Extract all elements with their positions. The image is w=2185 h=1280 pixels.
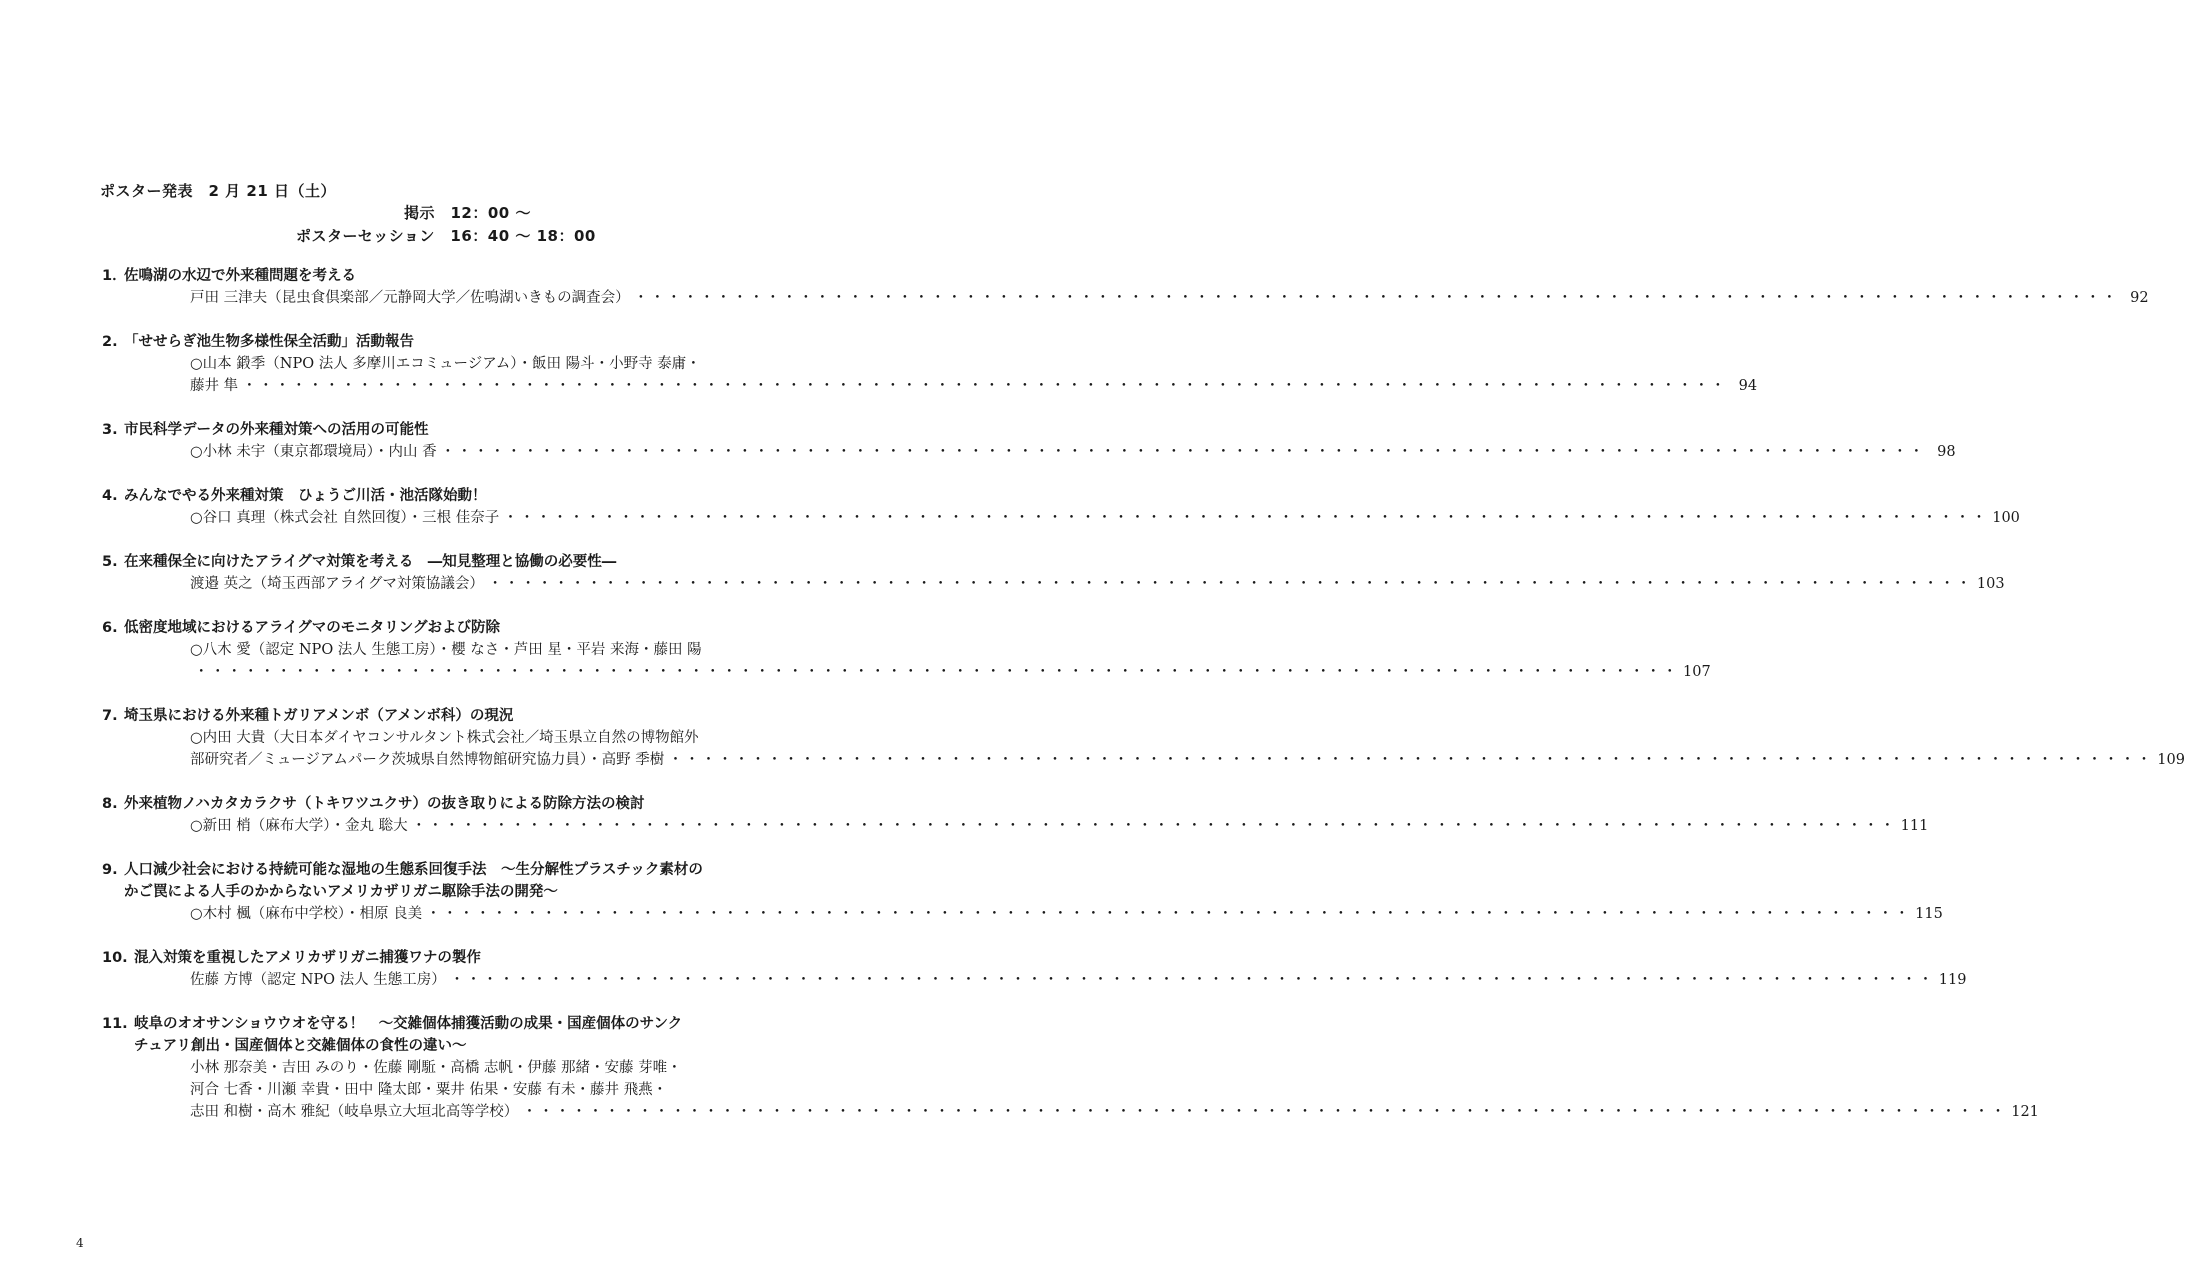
poster-entry: [100, 947, 1967, 991]
author-line: [190, 661, 1711, 683]
dot-leader: ・・・・・・・・・・・・・・・・・・・・・・・・・・・・・・・・・・・・・・・・・・・・・・・・・・・・・・・・・・・・・・・・・・・・・・・・・・・・・・・・・・・・・・・・・・: [194, 664, 1679, 680]
poster-entry: [100, 705, 2185, 771]
poster-entry: [100, 419, 1956, 463]
entry-title: [100, 617, 790, 639]
author-line: [190, 1079, 790, 1101]
dot-leader: ・・・・・・・・・・・・・・・・・・・・・・・・・・・・・・・・・・・・・・・・・・・・・・・・・・・・・・・・・・・・・・・・・・・・・・・・・・・・・・・・・・・・・・・・・・: [440, 444, 1926, 460]
poster-entry: [100, 793, 1929, 837]
entry-number: 2.: [102, 334, 118, 350]
entry-authors: [100, 1057, 2039, 1123]
poster-entry: [100, 485, 2020, 529]
entry-authors: [100, 507, 2020, 529]
entry-authors: [100, 573, 2005, 595]
author-line: [190, 749, 2185, 771]
entry-number: 10.: [102, 950, 128, 966]
display-time: 掲示 12：00 ～: [404, 204, 531, 222]
author-text: ○小林 未宇（東京都環境局）・内山 香: [190, 444, 437, 460]
entry-authors: [100, 815, 1929, 837]
author-text: 佐藤 方博（認定 NPO 法人 生態工房）: [190, 972, 446, 988]
entry-number: 9.: [102, 862, 118, 878]
author-text: 河合 七香・川瀬 幸貴・田中 隆太郎・粟井 佑果・安藤 有未・藤井 飛燕・: [190, 1082, 668, 1098]
entry-number: 11.: [102, 1016, 128, 1032]
entry-title: [100, 551, 790, 573]
entry-authors: [100, 353, 1758, 397]
dot-leader: ・・・・・・・・・・・・・・・・・・・・・・・・・・・・・・・・・・・・・・・・・・・・・・・・・・・・・・・・・・・・・・・・・・・・・・・・・・・・・・・・・・・・・・・・・・: [503, 510, 1989, 526]
entry-authors: [100, 639, 1711, 683]
author-text: ○谷口 真理（株式会社 自然回復）・三根 佳奈子: [190, 510, 500, 526]
entry-page-number: 100: [1992, 510, 2020, 526]
dot-leader: ・・・・・・・・・・・・・・・・・・・・・・・・・・・・・・・・・・・・・・・・・・・・・・・・・・・・・・・・・・・・・・・・・・・・・・・・・・・・・・・・・・・・・・・・・・: [242, 378, 1728, 394]
entry-title-line: 人口減少社会における持続可能な湿地の生態系回復手法 ～生分解性プラスチック素材の: [124, 862, 703, 878]
poster-entry: [100, 331, 1758, 397]
poster-entry: [100, 1013, 2039, 1123]
poster-entry-list: [100, 265, 2185, 1145]
entry-title: [100, 419, 790, 441]
author-line: [190, 375, 1758, 397]
entry-title: [100, 859, 790, 903]
entry-number: 7.: [102, 708, 118, 724]
author-text: ○木村 楓（麻布中学校）・相原 良美: [190, 906, 423, 922]
author-text: ○山本 鍛季（NPO 法人 多摩川エコミュージアム）・飯田 陽斗・小野寺 泰庸・: [190, 356, 701, 372]
entry-title-line: 在来種保全に向けたアライグマ対策を考える ―知見整理と協働の必要性―: [124, 554, 617, 570]
author-text: ○八木 愛（認定 NPO 法人 生態工房）・櫻 なさ・芦田 星・平岩 来海・藤田 陽: [190, 642, 702, 658]
entry-authors: [100, 287, 2149, 309]
entry-page-number: 107: [1683, 664, 1711, 680]
author-line: [190, 441, 1956, 463]
entry-number: 5.: [102, 554, 118, 570]
poster-entry: [100, 617, 1711, 683]
entry-number: 1．: [102, 268, 127, 284]
author-line: [190, 639, 790, 661]
author-text: 志田 和樹・高木 雅紀（岐阜県立大垣北高等学校）: [190, 1104, 519, 1120]
entry-number: 3.: [102, 422, 118, 438]
entry-title-line: 低密度地域におけるアライグマのモニタリングおよび防除: [124, 620, 500, 636]
author-line: [190, 287, 2149, 309]
entry-title-line: 外来植物ノハカタカラクサ（トキワツユクサ）の抜き取りによる防除方法の検討: [124, 796, 645, 812]
dot-leader: ・・・・・・・・・・・・・・・・・・・・・・・・・・・・・・・・・・・・・・・・・・・・・・・・・・・・・・・・・・・・・・・・・・・・・・・・・・・・・・・・・・・・・・・・・・: [522, 1104, 2008, 1120]
entry-page-number: 92: [2130, 290, 2149, 306]
entry-authors: [100, 441, 1956, 463]
entry-title-line: 佐鳴湖の水辺で外来種問題を考える: [124, 268, 356, 284]
entry-title-line: 市民科学データの外来種対策への活用の可能性: [124, 422, 429, 438]
dot-leader: ・・・・・・・・・・・・・・・・・・・・・・・・・・・・・・・・・・・・・・・・・・・・・・・・・・・・・・・・・・・・・・・・・・・・・・・・・・・・・・・・・・・・・・・・・・: [449, 972, 1935, 988]
entry-page-number: 121: [2011, 1104, 2039, 1120]
author-text: ○内田 大貴（大日本ダイヤコンサルタント株式会社／埼玉県立自然の博物館外: [190, 730, 699, 746]
dot-leader: ・・・・・・・・・・・・・・・・・・・・・・・・・・・・・・・・・・・・・・・・・・・・・・・・・・・・・・・・・・・・・・・・・・・・・・・・・・・・・・・・・・・・・・・・・・: [411, 818, 1897, 834]
author-line: [190, 969, 1967, 991]
dot-leader: ・・・・・・・・・・・・・・・・・・・・・・・・・・・・・・・・・・・・・・・・・・・・・・・・・・・・・・・・・・・・・・・・・・・・・・・・・・・・・・・・・・・・・・・・・・: [633, 290, 2119, 306]
author-text: 部研究者／ミュージアムパーク茨城県自然博物館研究協力員）・高野 季樹: [190, 752, 665, 768]
dot-leader: ・・・・・・・・・・・・・・・・・・・・・・・・・・・・・・・・・・・・・・・・・・・・・・・・・・・・・・・・・・・・・・・・・・・・・・・・・・・・・・・・・・・・・・・・・・: [668, 752, 2154, 768]
dot-leader: ・・・・・・・・・・・・・・・・・・・・・・・・・・・・・・・・・・・・・・・・・・・・・・・・・・・・・・・・・・・・・・・・・・・・・・・・・・・・・・・・・・・・・・・・・・: [426, 906, 1912, 922]
entry-page-number: 98: [1937, 444, 1956, 460]
author-text: 藤井 隼: [190, 378, 239, 394]
entry-title-line: 「せせらぎ池生物多様性保全活動」活動報告: [124, 334, 414, 350]
author-text: 渡邉 英之（埼玉西部アライグマ対策協議会）: [190, 576, 484, 592]
author-line: [190, 1101, 2039, 1123]
section-title: ポスター発表 2 月 21 日（土）: [100, 182, 336, 200]
entry-title: [100, 1013, 790, 1057]
author-line: [190, 903, 1943, 925]
entry-title-line: 岐阜のオオサンショウウオを守る！ ～交雑個体捕獲活動の成果・国産個体のサンク: [134, 1016, 683, 1032]
entry-number: 8.: [102, 796, 118, 812]
entry-title: [100, 265, 790, 287]
entry-authors: [100, 969, 1967, 991]
dot-leader: ・・・・・・・・・・・・・・・・・・・・・・・・・・・・・・・・・・・・・・・・・・・・・・・・・・・・・・・・・・・・・・・・・・・・・・・・・・・・・・・・・・・・・・・・・・: [487, 576, 1973, 592]
entry-page-number: 103: [1976, 576, 2005, 592]
entry-title: [100, 947, 790, 969]
author-line: [190, 507, 2020, 529]
author-line: [190, 1057, 790, 1079]
author-line: [190, 727, 790, 749]
entry-page-number: 94: [1738, 378, 1758, 394]
entry-number: 4.: [102, 488, 118, 504]
entry-page-number: 115: [1915, 906, 1943, 922]
entry-title-line: チュアリ創出・国産個体と交雑個体の食性の違い～: [134, 1038, 467, 1054]
entry-title-line: みんなでやる外来種対策 ひょうご川活・池活隊始動！: [124, 488, 487, 504]
entry-title: [100, 331, 790, 353]
poster-entry: [100, 551, 2005, 595]
entry-number: 6.: [102, 620, 118, 636]
entry-title-line: 埼玉県における外来種トガリアメンボ（アメンボ科）の現況: [124, 708, 514, 724]
author-line: [190, 815, 1929, 837]
author-text: 戸田 三津夫（昆虫食倶楽部／元静岡大学／佐鳴湖いきもの調査会）: [190, 290, 630, 306]
author-line: [190, 573, 2005, 595]
author-text: 小林 那奈美・吉田 みのり・佐藤 剛駈・高橋 志帆・伊藤 那緒・安藤 芽唯・: [190, 1060, 682, 1076]
entry-title: [100, 793, 790, 815]
entry-authors: [100, 903, 1943, 925]
entry-title: [100, 705, 790, 727]
entry-page-number: 109: [2157, 752, 2185, 768]
entry-page-number: 119: [1938, 972, 1967, 988]
entry-authors: [100, 727, 2185, 771]
author-line: [190, 353, 790, 375]
entry-title-line: 混入対策を重視したアメリカザリガニ捕獲ワナの製作: [134, 950, 481, 966]
entry-title-line: かご罠による人手のかからないアメリカザリガニ駆除手法の開発～: [124, 884, 558, 900]
entry-title: [100, 485, 790, 507]
session-time: ポスターセッション 16：40 ～ 18：00: [296, 227, 596, 245]
entry-page-number: 111: [1900, 818, 1929, 834]
author-text: ○新田 梢（麻布大学）・金丸 聡大: [190, 818, 408, 834]
page-number: 4: [76, 1236, 84, 1250]
poster-entry: [100, 265, 2149, 309]
poster-entry: [100, 859, 1943, 925]
